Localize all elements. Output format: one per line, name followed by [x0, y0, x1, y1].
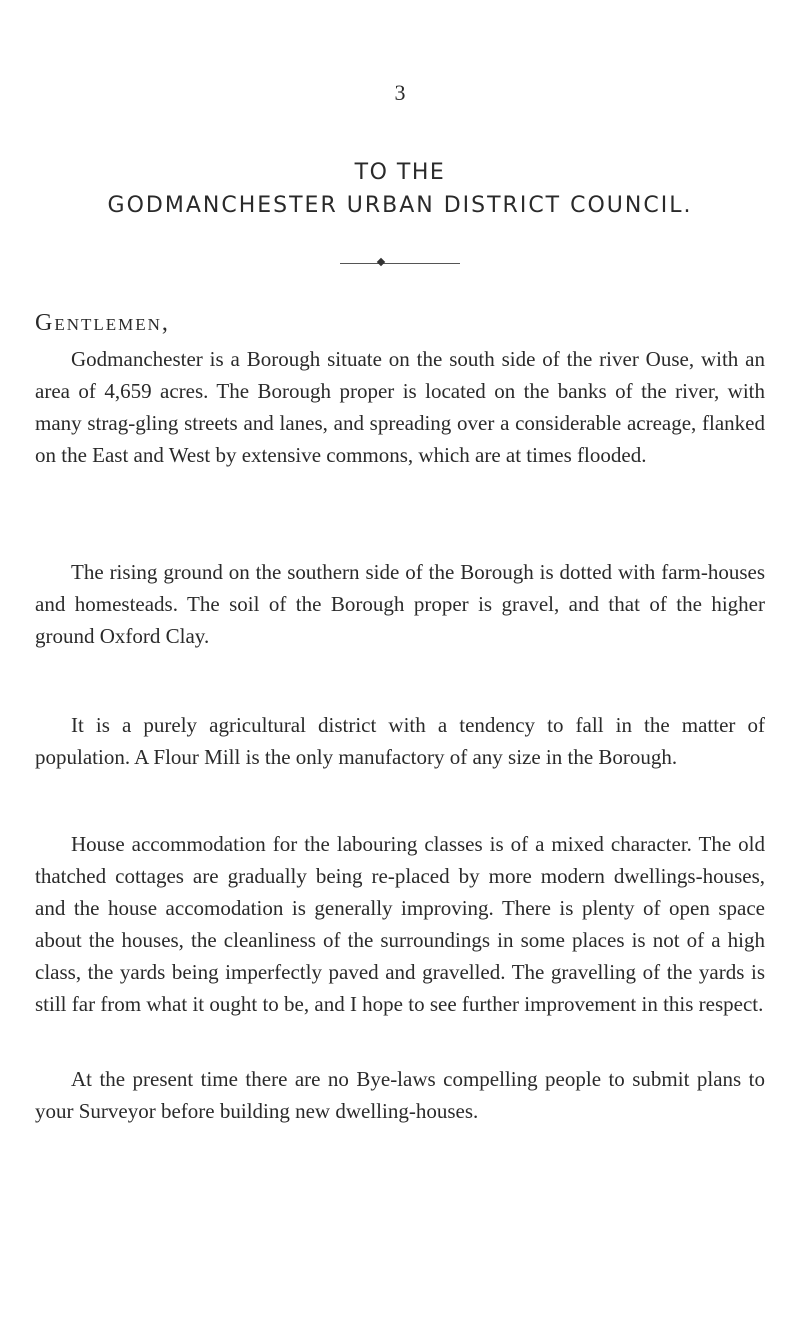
paragraph-soil: The rising ground on the southern side of the Borough is dotted with farm-houses and homesteads. The soil of the Borough proper is gravel, and that of the higher ground Oxford Clay.: [35, 560, 765, 648]
page-number: 3: [394, 80, 406, 105]
divider-rule: [340, 263, 460, 264]
heading-addressee: GODMANCHESTER URBAN DISTRICT COUNCIL.: [107, 193, 693, 218]
paragraph-bye-laws: At the present time there are no Bye-laws compelling people to submit plans to your Surveyor before building new dwelling-houses.: [35, 1067, 765, 1123]
paragraph-agriculture: It is a purely agricultural district with a tendency to fall in the matter of population. A Flour Mill is the only manufactory of any size in the Borough.: [35, 713, 765, 769]
paragraph-borough-description: Godmanchester is a Borough situate on the south side of the river Ouse, with an area of 4,659 acres. The Borough proper is located on the banks of the river, with many strag-gling streets and lanes, and spreading over a considerable acreage, flanked on the East and West by extensive commons, which are at times flooded.: [35, 347, 765, 467]
salutation: Gentlemen,: [35, 310, 170, 336]
heading-addressee-prefix: TO THE: [354, 160, 446, 185]
paragraph-housing: House accommodation for the labouring classes is of a mixed character. The old thatched cottages are gradually being re-placed by more modern dwellings-houses, and the house accomodation is generally improving. There is plenty of open space about the houses, the cleanliness of the surroundings in some places is not of a high class, the yards being imperfectly paved and gravelled. The gravelling of the yards is still far from what it ought to be, and I hope to see further improvement in this respect.: [35, 832, 765, 1016]
diamond-icon: [377, 258, 385, 266]
divider-ornament: [340, 262, 460, 266]
